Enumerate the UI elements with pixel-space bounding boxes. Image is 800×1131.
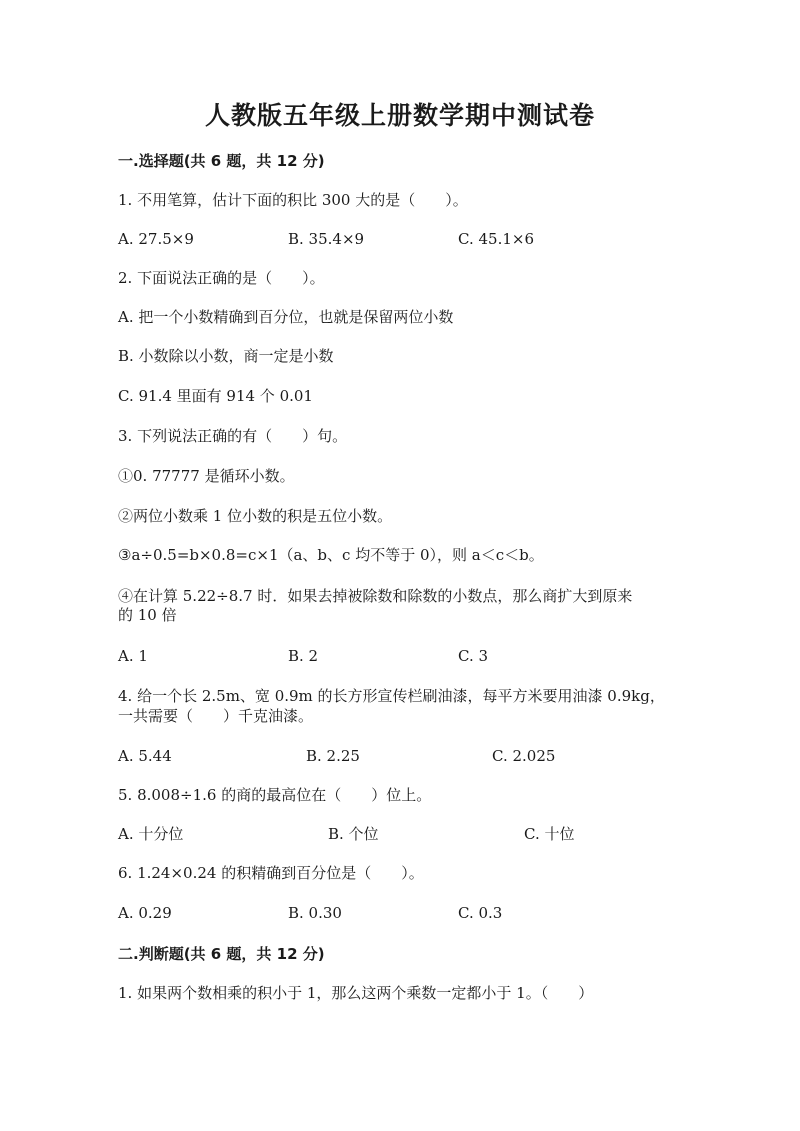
question-1-option-a: A. 27.5×9 xyxy=(118,230,194,248)
question-1-option-c: C. 45.1×6 xyxy=(458,230,534,248)
question-3-statement-1: ①0. 77777 是循环小数。 xyxy=(118,467,295,485)
question-1-option-b: B. 35.4×9 xyxy=(288,230,365,248)
question-3-statement-3: ③a÷0.5=b×0.8=c×1（a、b、c 均不等于 0），则 a＜c＜b。 xyxy=(118,546,544,564)
question-5-stem: 5. 8.008÷1.6 的商的最高位在（ ）位上。 xyxy=(118,786,432,804)
question-2-option-b: B. 小数除以小数，商一定是小数 xyxy=(118,347,334,365)
section-heading-choice: 一.选择题(共 6 题，共 12 分) xyxy=(118,152,325,170)
question-4-option-b: B. 2.25 xyxy=(306,747,360,765)
question-3-statement-2: ②两位小数乘 1 位小数的积是五位小数。 xyxy=(118,507,393,525)
question-6-option-a: A. 0.29 xyxy=(118,904,172,922)
question-6-option-c: C. 0.3 xyxy=(458,904,503,922)
question-3-option-c: C. 3 xyxy=(458,647,489,665)
question-5-option-c: C. 十位 xyxy=(524,825,575,843)
question-3-option-a: A. 1 xyxy=(118,647,148,665)
question-2-option-c: C. 91.4 里面有 914 个 0.01 xyxy=(118,387,313,405)
page-title: 人教版五年级上册数学期中测试卷 xyxy=(204,101,595,130)
question-4-option-c: C. 2.025 xyxy=(492,747,556,765)
question-3-option-b: B. 2 xyxy=(288,647,319,665)
question-2-option-a: A. 把一个小数精确到百分位，也就是保留两位小数 xyxy=(118,308,454,326)
section-heading-judgement: 二.判断题(共 6 题，共 12 分) xyxy=(118,945,325,963)
question-3-statement-4: ④在计算 5.22÷8.7 时．如果去掉被除数和除数的小数点，那么商扩大到原来 xyxy=(118,587,633,605)
question-1-stem: 1. 不用笔算，估计下面的积比 300 大的是（ ）。 xyxy=(118,191,468,209)
question-4-stem-cont: 一共需要（ ）千克油漆。 xyxy=(118,707,314,725)
question-4-stem: 4. 给一个长 2.5m、宽 0.9m 的长方形宣传栏刷油漆，每平方米要用油漆 0.9kg， xyxy=(118,687,665,705)
question-3-stem: 3. 下列说法正确的有（ ）句。 xyxy=(118,427,348,445)
question-5-option-b: B. 个位 xyxy=(328,825,379,843)
question-6-stem: 6. 1.24×0.24 的积精确到百分位是（ ）。 xyxy=(118,864,424,882)
judgement-question-1-stem: 1. 如果两个数相乘的积小于 1，那么这两个乘数一定都小于 1。（ ） xyxy=(118,984,594,1002)
question-3-statement-4-cont: 的 10 倍 xyxy=(118,606,177,624)
question-6-option-b: B. 0.30 xyxy=(288,904,342,922)
question-5-option-a: A. 十分位 xyxy=(118,825,184,843)
question-2-stem: 2. 下面说法正确的是（ ）。 xyxy=(118,269,325,287)
question-4-option-a: A. 5.44 xyxy=(118,747,172,765)
